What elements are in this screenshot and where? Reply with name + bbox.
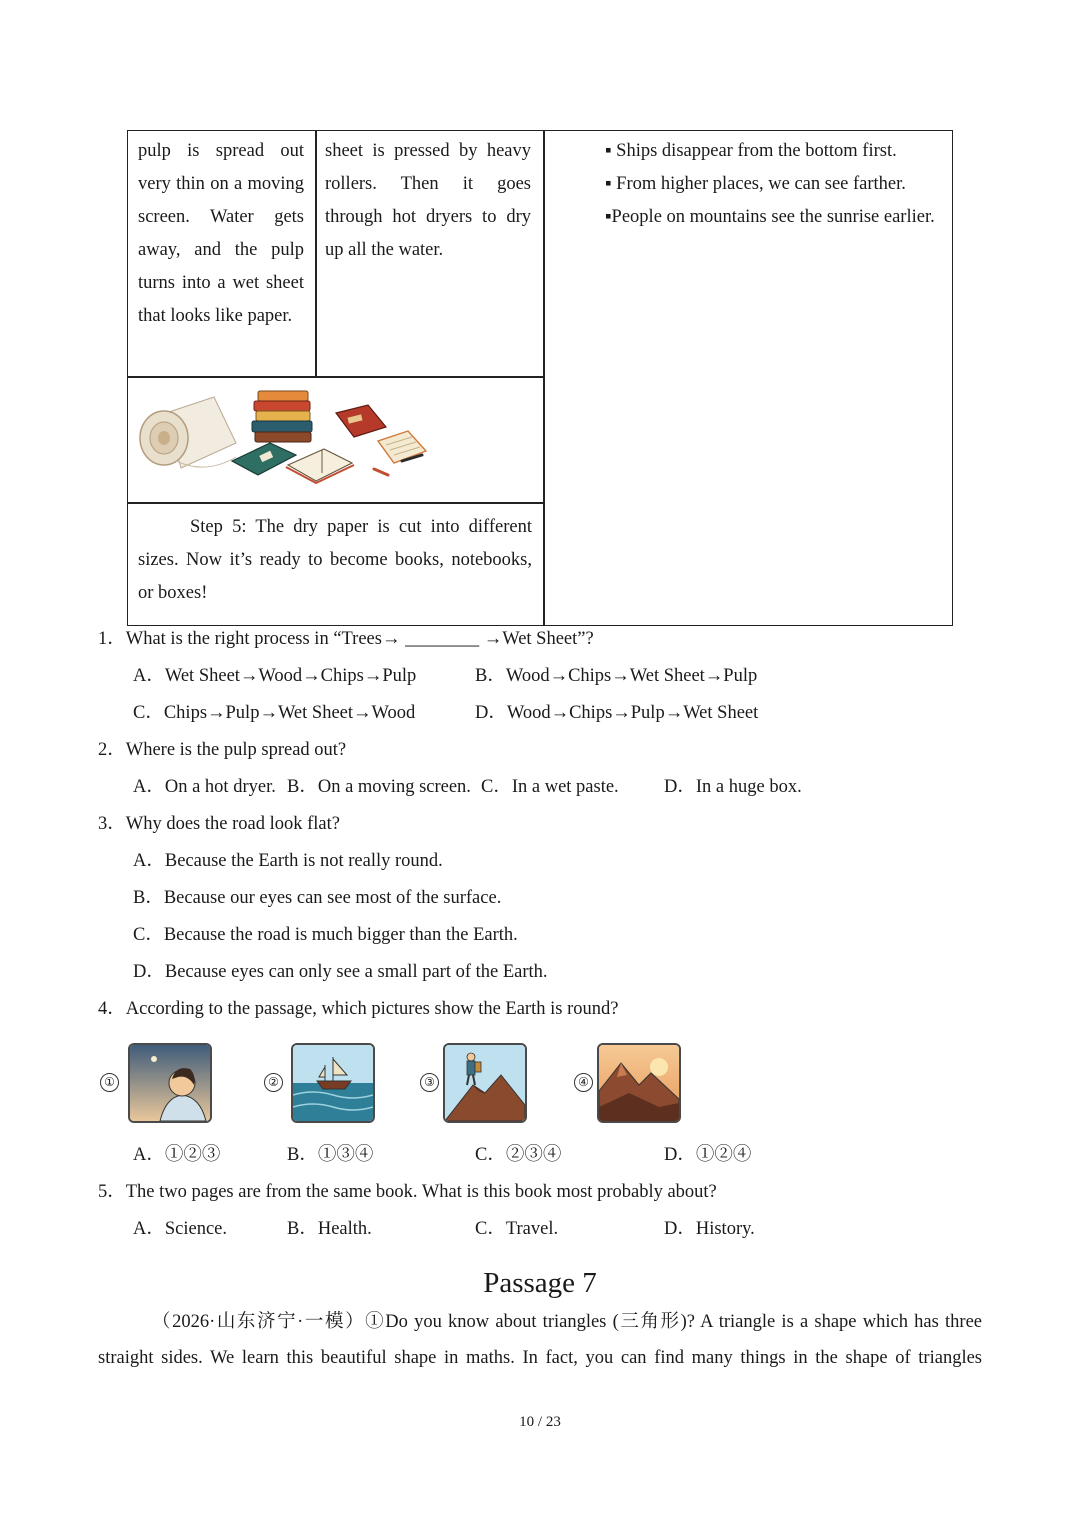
q4-option-c: C．②③④ <box>475 1145 562 1165</box>
q1-option-d: D．Wood→Chips→Pulp→Wet Sheet <box>475 703 759 723</box>
q4-option-a: A．①②③ <box>133 1145 221 1165</box>
paper-books-illustration <box>136 383 436 495</box>
paper-books-icon <box>136 383 436 495</box>
q2-option-a: A．On a hot dryer. <box>133 777 276 797</box>
q3-option-d: D．Because eyes can only see a small part of the Earth. <box>133 962 548 982</box>
picture-label-4: ④ <box>574 1073 593 1092</box>
table-divider <box>128 376 544 378</box>
question-4: 4．According to the passage, which pictures show the Earth is round? <box>98 999 619 1019</box>
q5-option-b: B．Health. <box>287 1219 372 1239</box>
question-5: 5．The two pages are from the same book. What is this book most probably about? <box>98 1182 717 1202</box>
bullet-ships: ▪ Ships disappear from the bottom first. <box>605 141 897 161</box>
mountain-sunrise-icon <box>599 1045 679 1121</box>
passage-line-2: straight sides. We learn this beautiful shape in maths. In fact, you can find many things in the shape of triangles <box>98 1348 982 1368</box>
passage-title: Passage 7 <box>483 1267 597 1299</box>
page-number: 10 / 23 <box>519 1414 561 1430</box>
q1-option-a: A．Wet Sheet→Wood→Chips→Pulp <box>133 666 417 686</box>
q2-option-c: C．In a wet paste. <box>481 777 619 797</box>
table-divider <box>543 131 545 625</box>
question-3: 3．Why does the road look flat? <box>98 814 340 834</box>
bullet-higher-places: ▪ From higher places, we can see farther. <box>605 174 906 194</box>
q5-option-d: D．History. <box>664 1219 755 1239</box>
table-divider <box>128 502 544 504</box>
q1-option-b: B．Wood→Chips→Wet Sheet→Pulp <box>475 666 758 686</box>
passage-line-1: （2026·山东济宁·一模）①Do you know about triangles (三角形)? A triangle is a shape which has three <box>152 1312 982 1332</box>
picture-label-1: ① <box>100 1073 119 1092</box>
question-1: 1．What is the right process in “Trees→ ________ →Wet Sheet”? <box>98 629 594 649</box>
q5-option-c: C．Travel. <box>475 1219 559 1239</box>
q2-option-d: D．In a huge box. <box>664 777 802 797</box>
hiker-mountain-icon <box>445 1045 525 1121</box>
q4-option-b: B．①③④ <box>287 1145 374 1165</box>
q3-option-a: A．Because the Earth is not really round. <box>133 851 443 871</box>
q5-option-a: A．Science. <box>133 1219 228 1239</box>
question-2: 2．Where is the pulp spread out? <box>98 740 347 760</box>
picture-mountain-sunrise <box>597 1043 681 1123</box>
bullet-sunrise: ▪People on mountains see the sunrise earlier. <box>605 207 935 227</box>
picture-label-3: ③ <box>420 1073 439 1092</box>
table-divider <box>315 131 317 376</box>
boy-sky-icon <box>130 1045 210 1121</box>
q3-option-c: C．Because the road is much bigger than the Earth. <box>133 925 518 945</box>
process-table <box>127 130 953 626</box>
q1-option-c: C．Chips→Pulp→Wet Sheet→Wood <box>133 703 416 723</box>
q3-option-b: B．Because our eyes can see most of the surface. <box>133 888 502 908</box>
picture-ship-at-sea <box>291 1043 375 1123</box>
picture-boy-looking-up <box>128 1043 212 1123</box>
picture-label-2: ② <box>264 1073 283 1092</box>
picture-hiker-on-mountain <box>443 1043 527 1123</box>
step4-text: sheet is pressed by heavy rollers. Then it goes through hot dryers to dry up all the water. <box>325 141 531 260</box>
q2-option-b: B．On a moving screen. <box>287 777 471 797</box>
ship-icon <box>293 1045 373 1121</box>
step5-text: Step 5: The dry paper is cut into different sizes. Now it’s ready to become books, notebooks, or boxes! <box>138 517 532 603</box>
step3-text: pulp is spread out very thin on a moving screen. Water gets away, and the pulp turns into a wet sheet that looks like paper. <box>138 141 304 326</box>
q4-option-d: D．①②④ <box>664 1145 752 1165</box>
